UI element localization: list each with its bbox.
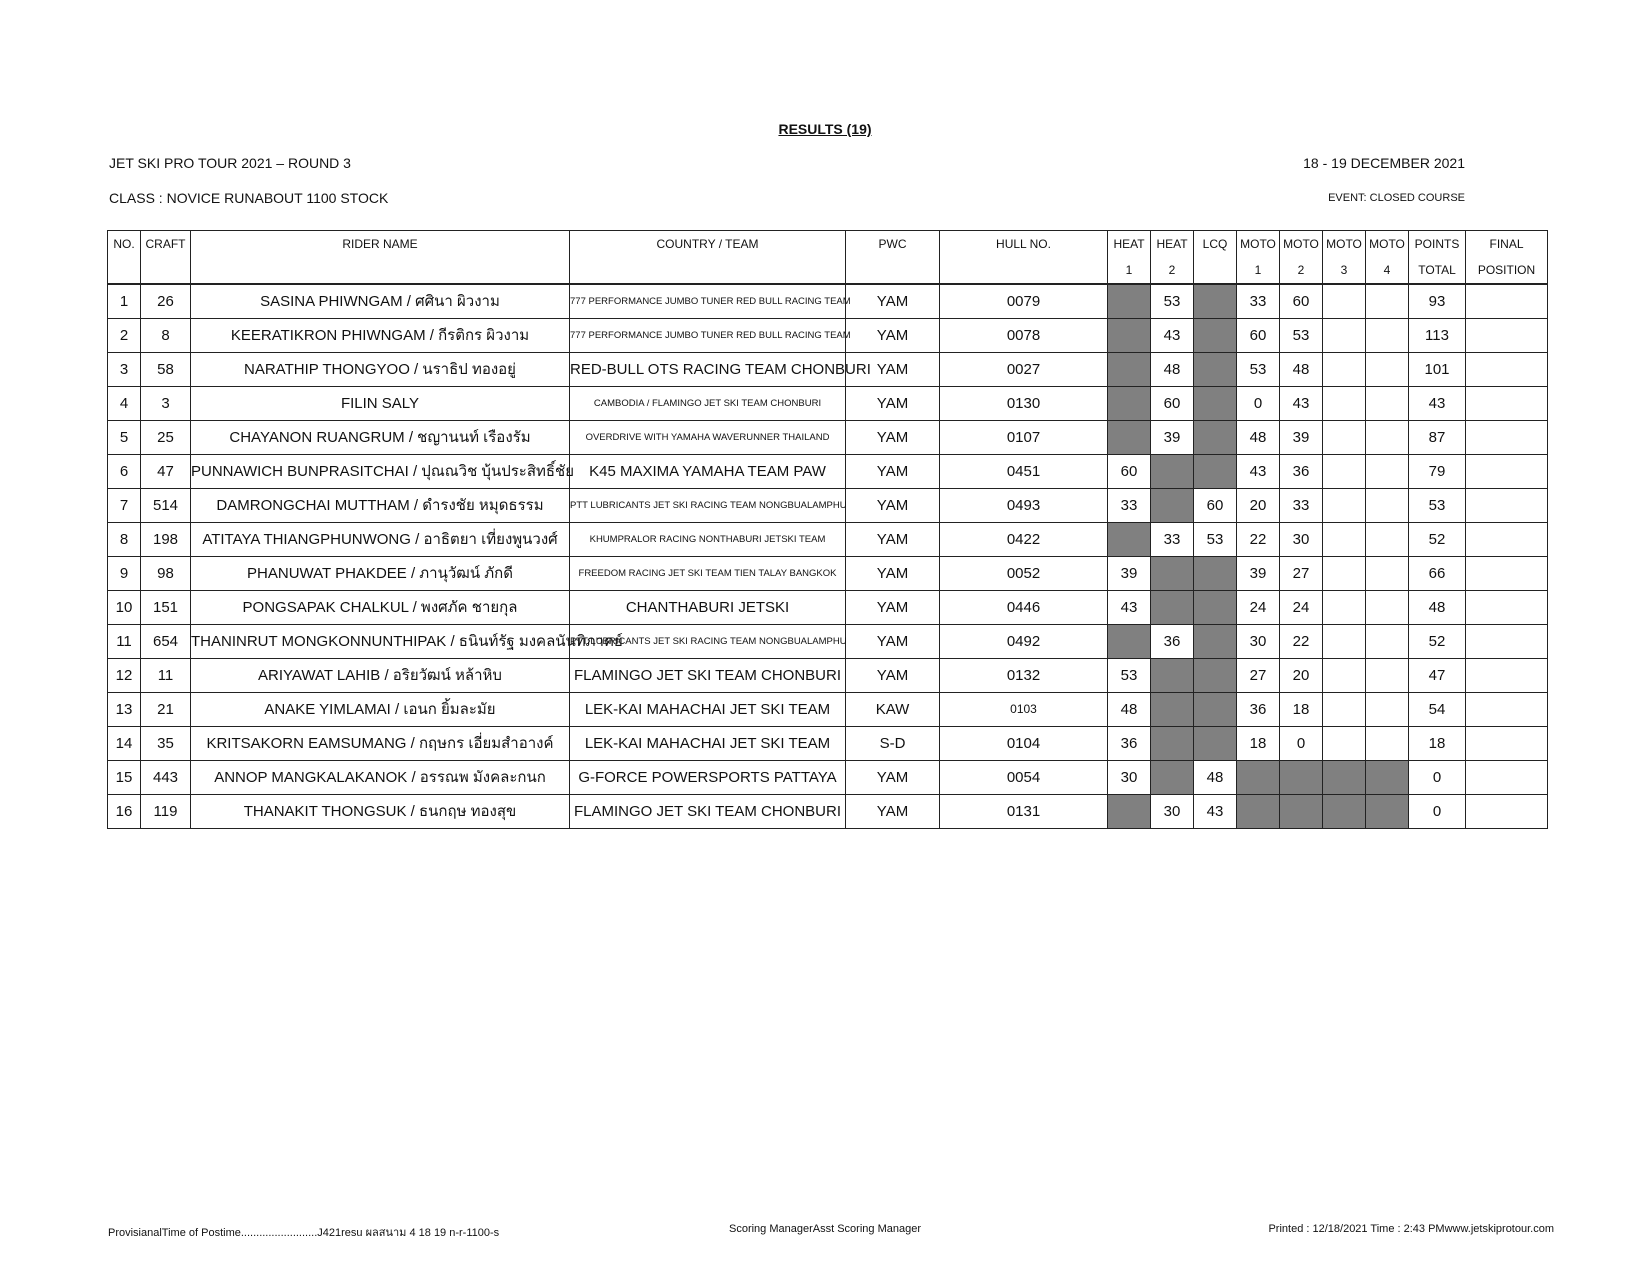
event-name: JET SKI PRO TOUR 2021 – ROUND 3 xyxy=(109,155,351,171)
header-no: NO. xyxy=(108,231,141,285)
cell-hull: 0446 xyxy=(940,590,1108,624)
cell-moto2 xyxy=(1280,794,1323,828)
cell-team: PTT LUBRICANTS JET SKI RACING TEAM NONGBUALAMPHU xyxy=(570,624,846,658)
cell-moto1: 0 xyxy=(1237,386,1280,420)
cell-moto2: 27 xyxy=(1280,556,1323,590)
table-row xyxy=(108,352,1548,386)
cell-moto3 xyxy=(1323,726,1366,760)
cell-final xyxy=(1466,658,1548,692)
cell-craft: 98 xyxy=(141,556,191,590)
cell-total: 93 xyxy=(1409,284,1466,318)
cell-hull: 0052 xyxy=(940,556,1108,590)
cell-moto3 xyxy=(1323,386,1366,420)
cell-moto2: 36 xyxy=(1280,454,1323,488)
cell-moto1: 24 xyxy=(1237,590,1280,624)
header-lcq: LCQ xyxy=(1194,231,1237,285)
cell-no: 14 xyxy=(108,726,141,760)
cell-no: 11 xyxy=(108,624,141,658)
cell-heat1 xyxy=(1108,386,1151,420)
cell-final xyxy=(1466,318,1548,352)
cell-pwc: YAM xyxy=(846,454,940,488)
cell-heat2: 39 xyxy=(1151,420,1194,454)
cell-heat2 xyxy=(1151,658,1194,692)
cell-pwc: YAM xyxy=(846,488,940,522)
cell-moto4 xyxy=(1366,658,1409,692)
cell-craft: 35 xyxy=(141,726,191,760)
cell-hull: 0131 xyxy=(940,794,1108,828)
cell-craft: 58 xyxy=(141,352,191,386)
header-heat1-number: 1 xyxy=(1108,257,1151,284)
cell-rider: THANAKIT THONGSUK / ธนกฤษ ทองสุข xyxy=(191,794,570,828)
cell-no: 2 xyxy=(108,318,141,352)
cell-heat2: 53 xyxy=(1151,284,1194,318)
cell-total: 52 xyxy=(1409,522,1466,556)
cell-final xyxy=(1466,760,1548,794)
cell-team: FREEDOM RACING JET SKI TEAM TIEN TALAY BANGKOK xyxy=(570,556,846,590)
cell-lcq xyxy=(1194,454,1237,488)
cell-craft: 198 xyxy=(141,522,191,556)
cell-moto3 xyxy=(1323,284,1366,318)
header-points-total: TOTAL xyxy=(1409,257,1466,284)
cell-moto1: 18 xyxy=(1237,726,1280,760)
header-rider-name: RIDER NAME xyxy=(191,231,570,285)
cell-moto3 xyxy=(1323,624,1366,658)
cell-moto4 xyxy=(1366,726,1409,760)
cell-moto3 xyxy=(1323,318,1366,352)
cell-lcq: 48 xyxy=(1194,760,1237,794)
cell-rider: PHANUWAT PHAKDEE / ภานุวัฒน์ ภักดี xyxy=(191,556,570,590)
cell-moto3 xyxy=(1323,556,1366,590)
cell-heat1 xyxy=(1108,318,1151,352)
cell-craft: 443 xyxy=(141,760,191,794)
cell-pwc: YAM xyxy=(846,386,940,420)
header-final-position: POSITION xyxy=(1466,257,1548,284)
cell-lcq xyxy=(1194,352,1237,386)
cell-pwc: YAM xyxy=(846,760,940,794)
cell-pwc: KAW xyxy=(846,692,940,726)
footer-scoring-manager: Scoring ManagerAsst Scoring Manager xyxy=(729,1223,921,1235)
cell-moto2: 60 xyxy=(1280,284,1323,318)
cell-hull: 0451 xyxy=(940,454,1108,488)
cell-lcq: 43 xyxy=(1194,794,1237,828)
cell-rider: CHAYANON RUANGRUM / ชญานนท์ เรืองรัม xyxy=(191,420,570,454)
table-row xyxy=(108,284,1548,318)
cell-team: FLAMINGO JET SKI TEAM CHONBURI xyxy=(570,794,846,828)
cell-pwc: YAM xyxy=(846,794,940,828)
cell-heat2: 48 xyxy=(1151,352,1194,386)
cell-no: 13 xyxy=(108,692,141,726)
cell-craft: 11 xyxy=(141,658,191,692)
cell-pwc: YAM xyxy=(846,590,940,624)
event-date: 18 - 19 DECEMBER 2021 xyxy=(1303,155,1465,171)
header-moto3-number: 3 xyxy=(1323,257,1366,284)
cell-heat1: 48 xyxy=(1108,692,1151,726)
cell-moto4 xyxy=(1366,420,1409,454)
cell-craft: 47 xyxy=(141,454,191,488)
cell-moto3 xyxy=(1323,488,1366,522)
header-pwc: PWC xyxy=(846,231,940,285)
cell-hull: 0132 xyxy=(940,658,1108,692)
cell-moto1: 20 xyxy=(1237,488,1280,522)
cell-craft: 8 xyxy=(141,318,191,352)
cell-lcq xyxy=(1194,692,1237,726)
cell-moto2: 33 xyxy=(1280,488,1323,522)
cell-moto4 xyxy=(1366,760,1409,794)
results-table xyxy=(107,230,1548,829)
cell-final xyxy=(1466,420,1548,454)
cell-moto2: 22 xyxy=(1280,624,1323,658)
cell-heat2 xyxy=(1151,692,1194,726)
cell-no: 8 xyxy=(108,522,141,556)
cell-heat1: 39 xyxy=(1108,556,1151,590)
cell-rider: PONGSAPAK CHALKUL / พงศภัค ชายกุล xyxy=(191,590,570,624)
cell-lcq xyxy=(1194,420,1237,454)
cell-pwc: YAM xyxy=(846,352,940,386)
cell-craft: 3 xyxy=(141,386,191,420)
cell-pwc: YAM xyxy=(846,624,940,658)
cell-heat2 xyxy=(1151,556,1194,590)
cell-total: 79 xyxy=(1409,454,1466,488)
cell-heat2: 60 xyxy=(1151,386,1194,420)
cell-pwc: YAM xyxy=(846,318,940,352)
header-moto1: MOTO xyxy=(1237,231,1280,258)
cell-final xyxy=(1466,454,1548,488)
cell-heat2: 30 xyxy=(1151,794,1194,828)
cell-rider: ATITAYA THIANGPHUNWONG / อาธิตยา เที่ยงพูนวงศ์ xyxy=(191,522,570,556)
cell-total: 52 xyxy=(1409,624,1466,658)
cell-final xyxy=(1466,488,1548,522)
cell-no: 16 xyxy=(108,794,141,828)
cell-total: 54 xyxy=(1409,692,1466,726)
cell-no: 3 xyxy=(108,352,141,386)
cell-hull: 0027 xyxy=(940,352,1108,386)
table-row xyxy=(108,318,1548,352)
footer-provisional: ProvisianalTime of Postime.........................J421resu ผลสนาม 4 18 19 n-r-1100-s xyxy=(108,1227,500,1239)
table-row xyxy=(108,454,1548,488)
cell-rider: ANNOP MANGKALAKANOK / อรรณพ มังคละกนก xyxy=(191,760,570,794)
cell-lcq xyxy=(1194,284,1237,318)
header-heat1: HEAT xyxy=(1108,231,1151,258)
cell-moto4 xyxy=(1366,488,1409,522)
header-moto4-number: 4 xyxy=(1366,257,1409,284)
cell-moto4 xyxy=(1366,454,1409,488)
cell-lcq xyxy=(1194,658,1237,692)
cell-moto2: 24 xyxy=(1280,590,1323,624)
cell-heat1: 33 xyxy=(1108,488,1151,522)
cell-final xyxy=(1466,794,1548,828)
cell-lcq: 60 xyxy=(1194,488,1237,522)
cell-heat2: 36 xyxy=(1151,624,1194,658)
cell-total: 101 xyxy=(1409,352,1466,386)
cell-final xyxy=(1466,352,1548,386)
cell-lcq xyxy=(1194,590,1237,624)
cell-total: 0 xyxy=(1409,760,1466,794)
cell-team: K45 MAXIMA YAMAHA TEAM PAW xyxy=(570,454,846,488)
cell-moto3 xyxy=(1323,454,1366,488)
cell-total: 47 xyxy=(1409,658,1466,692)
table-row xyxy=(108,692,1548,726)
cell-no: 9 xyxy=(108,556,141,590)
cell-heat1 xyxy=(1108,284,1151,318)
cell-moto4 xyxy=(1366,386,1409,420)
cell-moto2: 43 xyxy=(1280,386,1323,420)
cell-hull: 0107 xyxy=(940,420,1108,454)
cell-hull: 0054 xyxy=(940,760,1108,794)
cell-moto1 xyxy=(1237,760,1280,794)
cell-final xyxy=(1466,386,1548,420)
cell-heat2 xyxy=(1151,454,1194,488)
header-moto2: MOTO xyxy=(1280,231,1323,258)
cell-moto2: 0 xyxy=(1280,726,1323,760)
table-row xyxy=(108,556,1548,590)
cell-total: 87 xyxy=(1409,420,1466,454)
cell-total: 43 xyxy=(1409,386,1466,420)
cell-moto1: 33 xyxy=(1237,284,1280,318)
cell-moto1: 48 xyxy=(1237,420,1280,454)
cell-final xyxy=(1466,726,1548,760)
cell-team: CAMBODIA / FLAMINGO JET SKI TEAM CHONBURI xyxy=(570,386,846,420)
cell-final xyxy=(1466,590,1548,624)
cell-heat2 xyxy=(1151,726,1194,760)
header-moto2-number: 2 xyxy=(1280,257,1323,284)
cell-lcq xyxy=(1194,556,1237,590)
cell-lcq xyxy=(1194,624,1237,658)
table-row xyxy=(108,658,1548,692)
cell-moto4 xyxy=(1366,556,1409,590)
cell-total: 48 xyxy=(1409,590,1466,624)
cell-moto2: 39 xyxy=(1280,420,1323,454)
cell-craft: 25 xyxy=(141,420,191,454)
cell-team: 777 PERFORMANCE JUMBO TUNER RED BULL RACING TEAM xyxy=(570,284,846,318)
table-row xyxy=(108,488,1548,522)
cell-moto3 xyxy=(1323,794,1366,828)
cell-moto3 xyxy=(1323,590,1366,624)
cell-moto1: 43 xyxy=(1237,454,1280,488)
cell-moto4 xyxy=(1366,692,1409,726)
cell-moto3 xyxy=(1323,760,1366,794)
cell-moto3 xyxy=(1323,352,1366,386)
cell-hull: 0103 xyxy=(940,692,1108,726)
cell-team: RED-BULL OTS RACING TEAM CHONBURI xyxy=(570,352,846,386)
header-final: FINAL xyxy=(1466,231,1548,258)
cell-no: 6 xyxy=(108,454,141,488)
cell-final xyxy=(1466,556,1548,590)
cell-pwc: S-D xyxy=(846,726,940,760)
cell-moto1: 22 xyxy=(1237,522,1280,556)
cell-total: 113 xyxy=(1409,318,1466,352)
cell-lcq xyxy=(1194,386,1237,420)
cell-heat2 xyxy=(1151,760,1194,794)
header-moto4: MOTO xyxy=(1366,231,1409,258)
cell-moto2: 53 xyxy=(1280,318,1323,352)
class-name: CLASS : NOVICE RUNABOUT 1100 STOCK xyxy=(109,190,389,206)
cell-no: 7 xyxy=(108,488,141,522)
cell-final xyxy=(1466,284,1548,318)
header-heat2: HEAT xyxy=(1151,231,1194,258)
cell-no: 12 xyxy=(108,658,141,692)
cell-moto3 xyxy=(1323,692,1366,726)
cell-total: 18 xyxy=(1409,726,1466,760)
cell-heat1 xyxy=(1108,522,1151,556)
cell-no: 10 xyxy=(108,590,141,624)
cell-lcq xyxy=(1194,318,1237,352)
cell-moto3 xyxy=(1323,658,1366,692)
cell-heat1 xyxy=(1108,352,1151,386)
cell-moto4 xyxy=(1366,318,1409,352)
cell-rider: ANAKE YIMLAMAI / เอนก ยิ้มละมัย xyxy=(191,692,570,726)
cell-rider: DAMRONGCHAI MUTTHAM / ดำรงชัย หมุดธรรม xyxy=(191,488,570,522)
cell-hull: 0078 xyxy=(940,318,1108,352)
cell-team: LEK-KAI MAHACHAI JET SKI TEAM xyxy=(570,726,846,760)
cell-team: LEK-KAI MAHACHAI JET SKI TEAM xyxy=(570,692,846,726)
cell-heat1: 60 xyxy=(1108,454,1151,488)
cell-moto4 xyxy=(1366,624,1409,658)
cell-team: FLAMINGO JET SKI TEAM CHONBURI xyxy=(570,658,846,692)
header-moto3: MOTO xyxy=(1323,231,1366,258)
page-title: RESULTS (19) xyxy=(778,121,872,137)
cell-total: 53 xyxy=(1409,488,1466,522)
cell-pwc: YAM xyxy=(846,522,940,556)
table-row xyxy=(108,726,1548,760)
cell-rider: FILIN SALY xyxy=(191,386,570,420)
cell-craft: 26 xyxy=(141,284,191,318)
cell-pwc: YAM xyxy=(846,556,940,590)
cell-moto2: 48 xyxy=(1280,352,1323,386)
cell-no: 1 xyxy=(108,284,141,318)
cell-moto1: 53 xyxy=(1237,352,1280,386)
cell-rider: PUNNAWICH BUNPRASITCHAI / ปุณณวิช บุ้นประสิทธิ์ชัย xyxy=(191,454,570,488)
cell-heat2 xyxy=(1151,488,1194,522)
cell-final xyxy=(1466,624,1548,658)
cell-team: KHUMPRALOR RACING NONTHABURI JETSKI TEAM xyxy=(570,522,846,556)
cell-craft: 151 xyxy=(141,590,191,624)
cell-moto3 xyxy=(1323,522,1366,556)
cell-moto1: 36 xyxy=(1237,692,1280,726)
cell-pwc: YAM xyxy=(846,658,940,692)
table-row xyxy=(108,760,1548,794)
cell-rider: SASINA PHIWNGAM / ศศินา ผิวงาม xyxy=(191,284,570,318)
table-row xyxy=(108,794,1548,828)
header-country-team: COUNTRY / TEAM xyxy=(570,231,846,285)
cell-team: G-FORCE POWERSPORTS PATTAYA xyxy=(570,760,846,794)
cell-moto1: 30 xyxy=(1237,624,1280,658)
cell-rider: ARIYAWAT LAHIB / อริยวัฒน์ หล้าหิบ xyxy=(191,658,570,692)
footer-printed: Printed : 12/18/2021 Time : 2:43 PMwww.jetskiprotour.com xyxy=(1268,1223,1554,1235)
table-row xyxy=(108,420,1548,454)
cell-heat1: 36 xyxy=(1108,726,1151,760)
cell-no: 5 xyxy=(108,420,141,454)
cell-rider: KEERATIKRON PHIWNGAM / กีรติกร ผิวงาม xyxy=(191,318,570,352)
table-row xyxy=(108,522,1548,556)
cell-lcq xyxy=(1194,726,1237,760)
cell-team: CHANTHABURI JETSKI xyxy=(570,590,846,624)
cell-hull: 0130 xyxy=(940,386,1108,420)
cell-moto4 xyxy=(1366,284,1409,318)
cell-craft: 654 xyxy=(141,624,191,658)
header-craft: CRAFT xyxy=(141,231,191,285)
cell-heat1: 53 xyxy=(1108,658,1151,692)
cell-heat1 xyxy=(1108,624,1151,658)
cell-no: 15 xyxy=(108,760,141,794)
cell-hull: 0493 xyxy=(940,488,1108,522)
cell-heat1: 30 xyxy=(1108,760,1151,794)
header-heat2-number: 2 xyxy=(1151,257,1194,284)
event-type: EVENT: CLOSED COURSE xyxy=(1328,192,1465,204)
cell-moto2 xyxy=(1280,760,1323,794)
cell-moto4 xyxy=(1366,522,1409,556)
cell-heat1: 43 xyxy=(1108,590,1151,624)
cell-moto4 xyxy=(1366,590,1409,624)
cell-heat1 xyxy=(1108,420,1151,454)
table-row xyxy=(108,590,1548,624)
cell-team: OVERDRIVE WITH YAMAHA WAVERUNNER THAILAND xyxy=(570,420,846,454)
cell-total: 66 xyxy=(1409,556,1466,590)
cell-final xyxy=(1466,522,1548,556)
cell-team: PTT LUBRICANTS JET SKI RACING TEAM NONGBUALAMPHU xyxy=(570,488,846,522)
cell-moto2: 18 xyxy=(1280,692,1323,726)
cell-moto4 xyxy=(1366,352,1409,386)
cell-hull: 0492 xyxy=(940,624,1108,658)
cell-craft: 21 xyxy=(141,692,191,726)
cell-moto2: 30 xyxy=(1280,522,1323,556)
header-points: POINTS xyxy=(1409,231,1466,258)
cell-final xyxy=(1466,692,1548,726)
cell-hull: 0104 xyxy=(940,726,1108,760)
cell-heat2 xyxy=(1151,590,1194,624)
cell-heat2: 33 xyxy=(1151,522,1194,556)
cell-heat2: 43 xyxy=(1151,318,1194,352)
cell-rider: KRITSAKORN EAMSUMANG / กฤษกร เอี่ยมสำอางค์ xyxy=(191,726,570,760)
table-row xyxy=(108,386,1548,420)
header-hull-no: HULL NO. xyxy=(940,231,1108,285)
cell-craft: 514 xyxy=(141,488,191,522)
cell-hull: 0079 xyxy=(940,284,1108,318)
cell-rider: NARATHIP THONGYOO / นราธิป ทองอยู่ xyxy=(191,352,570,386)
cell-moto1: 39 xyxy=(1237,556,1280,590)
cell-heat1 xyxy=(1108,794,1151,828)
cell-no: 4 xyxy=(108,386,141,420)
cell-total: 0 xyxy=(1409,794,1466,828)
cell-craft: 119 xyxy=(141,794,191,828)
cell-hull: 0422 xyxy=(940,522,1108,556)
table-header xyxy=(108,231,1548,285)
cell-moto1: 27 xyxy=(1237,658,1280,692)
table-row xyxy=(108,624,1548,658)
cell-moto3 xyxy=(1323,420,1366,454)
cell-moto2: 20 xyxy=(1280,658,1323,692)
cell-pwc: YAM xyxy=(846,420,940,454)
cell-team: 777 PERFORMANCE JUMBO TUNER RED BULL RACING TEAM xyxy=(570,318,846,352)
cell-moto1: 60 xyxy=(1237,318,1280,352)
cell-moto4 xyxy=(1366,794,1409,828)
header-moto1-number: 1 xyxy=(1237,257,1280,284)
cell-lcq: 53 xyxy=(1194,522,1237,556)
cell-pwc: YAM xyxy=(846,284,940,318)
cell-moto1 xyxy=(1237,794,1280,828)
table-body xyxy=(108,284,1548,828)
cell-rider: THANINRUT MONGKONNUNTHIPAK / ธนินท์รัฐ มงคลนันทิภาคย์ xyxy=(191,624,570,658)
